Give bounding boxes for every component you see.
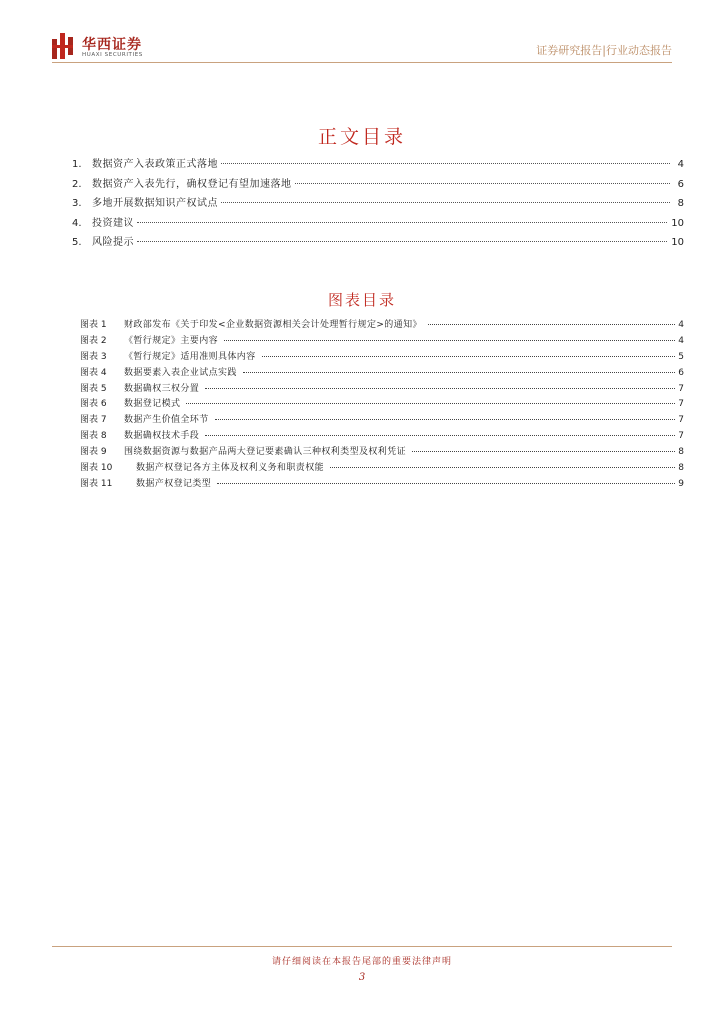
logo-text-en: HUAXI SECURITIES xyxy=(82,52,143,58)
page-number: 3 xyxy=(358,972,366,983)
figure-item[interactable] xyxy=(80,349,684,365)
toc-item-number: 1. xyxy=(72,159,82,170)
figure-leader xyxy=(262,356,676,357)
figure-page: 9 xyxy=(678,478,684,489)
toc-item-page: 6 xyxy=(677,178,684,190)
figure-page: 8 xyxy=(678,463,684,474)
figure-label: 图表 3 xyxy=(80,351,107,362)
header-divider xyxy=(52,62,672,63)
toc-leader xyxy=(137,241,667,242)
toc-item-page: 8 xyxy=(677,198,684,209)
figure-page: 7 xyxy=(678,431,684,442)
figure-text: 数据产权登记各方主体及权利义务和职责权能 xyxy=(136,463,325,474)
figure-leader xyxy=(412,451,675,452)
figure-page: 8 xyxy=(678,447,684,458)
figure-leader xyxy=(205,388,675,389)
figure-leader xyxy=(224,340,675,341)
figure-item[interactable] xyxy=(80,476,684,492)
toc-item-number: 3. xyxy=(72,198,82,209)
figure-label: 图表 1 xyxy=(80,320,107,330)
toc-leader xyxy=(221,202,670,203)
toc-item-page: 10 xyxy=(671,237,684,248)
toc-leader xyxy=(221,163,670,164)
figure-item[interactable] xyxy=(80,460,684,476)
toc-title: 正文目录 xyxy=(317,126,406,148)
toc-item[interactable] xyxy=(72,194,684,214)
figure-leader xyxy=(330,467,675,468)
figure-item[interactable] xyxy=(80,444,684,460)
toc-item-text: 数据资产入表政策正式落地 xyxy=(92,159,218,170)
figure-leader xyxy=(428,324,675,325)
figure-label: 图表 7 xyxy=(80,415,107,426)
toc-item-page: 4 xyxy=(677,159,684,170)
toc-item-number: 4. xyxy=(72,217,82,229)
figure-label: 图表 8 xyxy=(80,431,107,442)
figure-page: 5 xyxy=(678,351,684,362)
figure-page: 7 xyxy=(678,383,684,394)
toc-item[interactable] xyxy=(72,214,684,234)
figure-leader xyxy=(186,403,675,404)
figure-label: 图表 6 xyxy=(80,399,107,410)
figure-item[interactable] xyxy=(80,412,684,428)
figure-page: 4 xyxy=(678,320,684,330)
figure-text: 数据要素入表企业试点实践 xyxy=(124,367,237,378)
figure-leader xyxy=(215,419,676,420)
toc-item-text: 数据资产入表先行，确权登记有望加速落地 xyxy=(92,178,292,190)
toc-list xyxy=(72,155,684,253)
toc-item-number: 5. xyxy=(72,237,82,248)
report-type: 证券研究报告|行业动态报告 xyxy=(536,44,672,57)
toc-item-text: 多地开展数据知识产权试点 xyxy=(92,198,218,209)
figure-item[interactable] xyxy=(80,381,684,397)
footer-divider xyxy=(52,946,672,947)
toc-item-page: 10 xyxy=(671,217,684,229)
figure-label: 图表 4 xyxy=(80,367,107,378)
figure-item[interactable] xyxy=(80,317,684,333)
figure-page: 4 xyxy=(678,335,684,346)
toc-item-text: 投资建议 xyxy=(92,217,134,229)
logo-text-cn: 华西证券 xyxy=(82,37,142,53)
figure-page: 6 xyxy=(678,367,684,378)
figure-text: 财政部发布《关于印发<企业数据资源相关会计处理暂行规定>的通知》 xyxy=(124,320,422,330)
toc-item[interactable] xyxy=(72,155,684,175)
figure-label: 图表 10 xyxy=(80,463,113,474)
toc-item-text: 风险提示 xyxy=(92,237,134,248)
figure-page: 7 xyxy=(678,415,684,426)
figure-page: 7 xyxy=(678,399,684,410)
figure-item[interactable] xyxy=(80,365,684,381)
figure-text: 数据确权三权分置 xyxy=(124,383,200,394)
figure-text: 《暂行规定》适用准则具体内容 xyxy=(124,351,256,362)
toc-item[interactable] xyxy=(72,175,684,195)
figure-text: 数据登记模式 xyxy=(124,399,181,410)
figure-label: 图表 11 xyxy=(80,478,113,489)
figure-text: 数据产生价值全环节 xyxy=(124,415,209,426)
figure-item[interactable] xyxy=(80,333,684,349)
figure-label: 图表 5 xyxy=(80,383,107,394)
toc-item-number: 2. xyxy=(72,178,82,190)
figures-toc-title: 图表目录 xyxy=(327,291,396,309)
figure-label: 图表 2 xyxy=(80,335,107,346)
figure-text: 围绕数据资源与数据产品两大登记要素确认三种权利类型及权利凭证 xyxy=(124,447,407,458)
figure-item[interactable] xyxy=(80,396,684,412)
toc-leader xyxy=(137,222,667,223)
figure-leader xyxy=(243,372,675,373)
toc-leader xyxy=(295,183,671,184)
figure-leader xyxy=(205,435,675,436)
huaxi-logo-icon xyxy=(52,33,76,59)
figure-text: 《暂行规定》主要内容 xyxy=(124,335,219,346)
figure-item[interactable] xyxy=(80,428,684,444)
figure-label: 图表 9 xyxy=(80,447,107,458)
figure-text: 数据产权登记类型 xyxy=(136,478,212,489)
legal-notice: 请仔细阅读在本报告尾部的重要法律声明 xyxy=(271,957,452,967)
figures-list xyxy=(80,317,684,492)
figure-leader xyxy=(217,483,675,484)
figure-text: 数据确权技术手段 xyxy=(124,431,200,442)
toc-item[interactable] xyxy=(72,233,684,253)
